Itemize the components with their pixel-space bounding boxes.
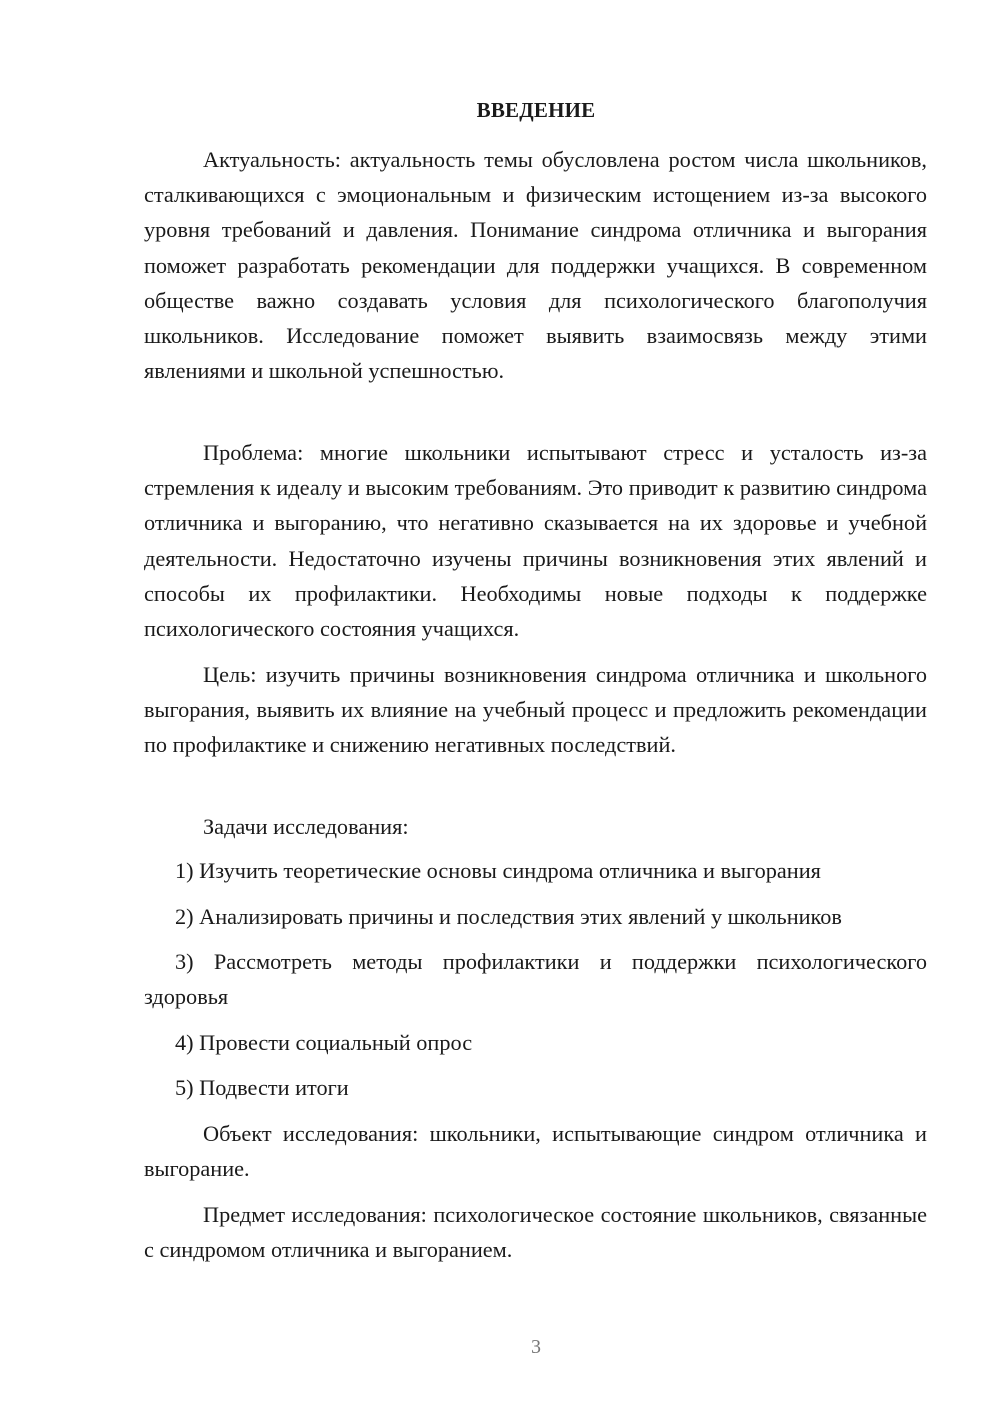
task-item: 4) Провести социальный опрос	[175, 1030, 473, 1055]
subject-paragraph: Предмет исследования: психологическое состояние школьников, связанные с синдромом отличника и выгоранием.	[144, 1202, 927, 1263]
relevance-paragraph: Актуальность: актуальность темы обусловлена ростом числа школьников, сталкивающихся с эмоциональным и физическим истощением из-за высокого уровня требований и давления. Понимание синдрома отличника и выгорания поможет разработать рекомендации для поддержки учащихся. В современном обществе важно создавать условия для психологического благополучия школьников. Исследование поможет выявить взаимосвязь между этими явлениями и школьной успешностью.	[144, 147, 927, 384]
task-item: 3) Рассмотреть методы профилактики и поддержки психологического здоровья	[144, 949, 927, 1010]
object-paragraph: Объект исследования: школьники, испытывающие синдром отличника и выгорание.	[144, 1121, 927, 1182]
page-number: 3	[531, 1336, 541, 1358]
task-item: 2) Анализировать причины и последствия этих явлений у школьников	[175, 904, 842, 929]
goal-paragraph: Цель: изучить причины возникновения синдрома отличника и школьного выгорания, выявить их влияние на учебный процесс и предложить рекомендации по профилактике и снижению негативных последствий.	[144, 662, 927, 758]
section-heading: ВВЕДЕНИЕ	[476, 98, 596, 122]
tasks-title: Задачи исследования:	[203, 814, 409, 839]
task-item: 5) Подвести итоги	[175, 1075, 349, 1100]
problem-paragraph: Проблема: многие школьники испытывают стресс и усталость из-за стремления к идеалу и высоким требованиям. Это приводит к развитию синдрома отличника и выгоранию, что негативно сказывается на их здоровье и учебной деятельности. Недостаточно изучены причины возникновения этих явлений и способы их профилактики. Необходимы новые подходы к поддержке психологического состояния учащихся.	[144, 440, 927, 642]
task-item: 1) Изучить теоретические основы синдрома отличника и выгорания	[175, 858, 821, 883]
